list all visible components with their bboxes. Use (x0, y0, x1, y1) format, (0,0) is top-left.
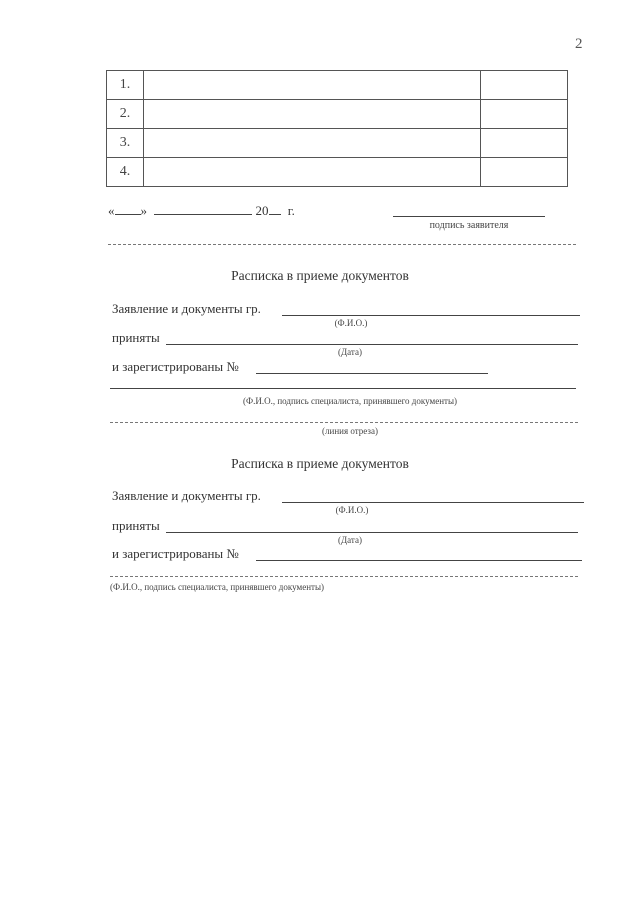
receipt-2-registered-line (256, 560, 582, 561)
document-name-cell (143, 100, 480, 129)
document-extra-cell (481, 100, 568, 129)
receipt-2-applicant-label: Заявление и документы гр. (112, 488, 261, 503)
row-number: 3. (107, 129, 144, 158)
receipt-1-specialist-line (110, 388, 576, 389)
receipt-1-applicant-line (282, 315, 580, 316)
receipt-2-applicant-line (282, 502, 584, 503)
receipt-2-accepted-label: приняты (112, 518, 160, 533)
receipt-2-title: Расписка в приеме документов (231, 456, 409, 471)
document-name-cell (143, 129, 480, 158)
documents-table (106, 70, 568, 187)
receipt-1-accepted-line (166, 344, 578, 345)
cut-line-caption: (линия отреза) (322, 426, 378, 436)
cut-line (110, 422, 578, 423)
document-extra-cell (481, 71, 568, 100)
year-blank (269, 202, 281, 215)
applicant-signature-line (393, 216, 545, 217)
open-quote: « (108, 203, 115, 218)
day-blank (115, 202, 141, 215)
document-name-cell (143, 71, 480, 100)
close-quote: » (140, 203, 147, 218)
year-prefix: 20 (255, 203, 269, 218)
receipt-1-title: Расписка в приеме документов (231, 268, 409, 283)
receipt-2-fio-caption: (Ф.И.О.) (335, 505, 369, 515)
document-extra-cell (481, 158, 568, 187)
row-number: 1. (107, 71, 144, 100)
row-number: 4. (107, 158, 144, 187)
separator-line (108, 244, 576, 245)
receipt-2-specialist-caption: (Ф.И.О., подпись специалиста, принявшего документы) (110, 582, 324, 592)
receipt-2-registered-label: и зарегистрированы № (112, 546, 239, 561)
receipt-2-date-caption: (Дата) (338, 535, 362, 545)
row-number: 2. (107, 100, 144, 129)
table-row (107, 129, 568, 158)
year-suffix: г. (287, 203, 295, 218)
receipt-1-specialist-caption: (Ф.И.О., подпись специалиста, принявшего документы) (243, 396, 457, 406)
receipt-1-fio-caption: (Ф.И.О.) (334, 318, 368, 328)
receipt-1-applicant-label: Заявление и документы гр. (112, 301, 261, 316)
table-row (107, 71, 568, 100)
receipt-2-accepted-line (166, 532, 578, 533)
applicant-signature-caption: подпись заявителя (429, 220, 509, 231)
receipt-1-accepted-label: приняты (112, 330, 160, 345)
document-extra-cell (481, 129, 568, 158)
receipt-1-registered-line (256, 373, 488, 374)
document-name-cell (143, 158, 480, 187)
page-number: 2 (575, 36, 583, 52)
month-blank (154, 202, 252, 215)
receipt-1-date-caption: (Дата) (338, 347, 362, 357)
receipt-1-registered-label: и зарегистрированы № (112, 359, 239, 374)
table-row (107, 100, 568, 129)
date-line (108, 202, 295, 219)
receipt-2-specialist-line (110, 576, 578, 577)
table-row (107, 158, 568, 187)
